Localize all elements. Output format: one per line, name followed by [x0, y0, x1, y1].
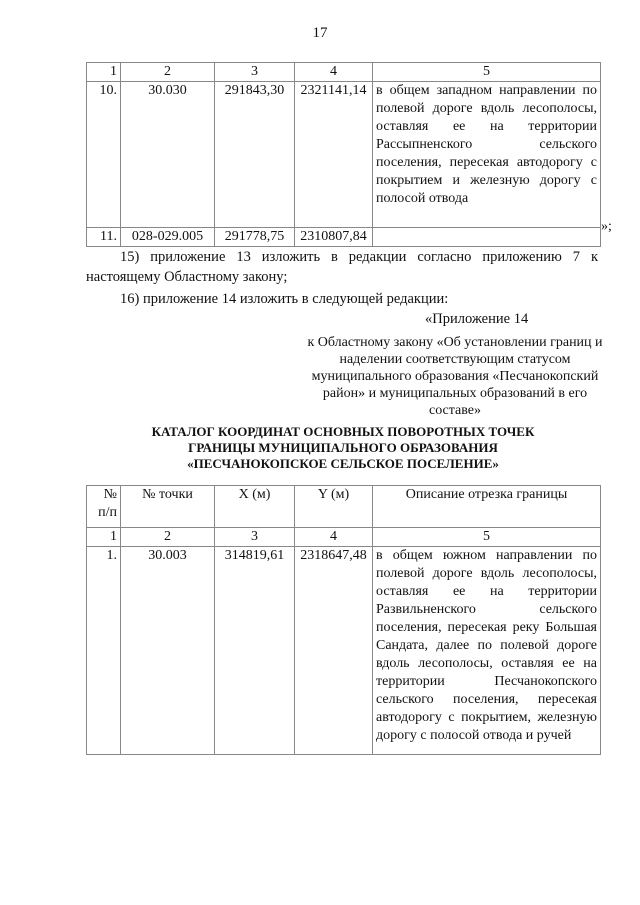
- col-number: 1: [87, 63, 121, 82]
- closing-quote: »;: [601, 219, 612, 234]
- segment-description: [373, 228, 601, 247]
- header-x: X (м): [215, 486, 295, 528]
- coordinates-table-continued: [86, 62, 601, 247]
- catalog-heading-line: «ПЕСЧАНОКОПСКОЕ СЕЛЬСКОЕ ПОСЕЛЕНИЕ»: [187, 456, 499, 471]
- row-index: 1.: [87, 547, 121, 755]
- table-header-row: [87, 486, 601, 528]
- appendix-title: «Приложение 14: [425, 311, 529, 327]
- col-number: 1: [87, 528, 121, 547]
- header-y: Y (м): [295, 486, 373, 528]
- coordinates-table: [86, 485, 601, 755]
- y-coordinate: 2310807,84: [295, 228, 373, 247]
- table-row: [87, 82, 601, 228]
- table-number-row: [87, 63, 601, 82]
- col-number: 2: [121, 528, 215, 547]
- point-id: 30.030: [121, 82, 215, 228]
- col-number: 3: [215, 63, 295, 82]
- catalog-heading-line: КАТАЛОГ КООРДИНАТ ОСНОВНЫХ ПОВОРОТНЫХ ТОЧЕК: [151, 424, 535, 439]
- col-number: 5: [373, 528, 601, 547]
- table-number-row: [87, 528, 601, 547]
- point-id: 30.003: [121, 547, 215, 755]
- segment-description: в общем западном направлении по полевой дороге вдоль лесополосы, оставляя ее на территории Рассыпненского сельского поселения, пересекая автодорогу с покрытием и железную дорогу с полосой отвода: [373, 82, 601, 228]
- x-coordinate: 291778,75: [215, 228, 295, 247]
- col-number: 3: [215, 528, 295, 547]
- col-number: 4: [295, 528, 373, 547]
- catalog-heading-line: ГРАНИЦЫ МУНИЦИПАЛЬНОГО ОБРАЗОВАНИЯ: [188, 440, 498, 455]
- segment-description: в общем южном направлении по полевой дороге вдоль лесополосы, оставляя ее на территории Развильненского сельского поселения, пересекая реку Большая Сандата, далее по полевой дороге вдоль лесополосы, оставляя ее на территории Песчанокопского сельского поселения, пересекая автодорогу с покрытием, железную дорогу с полосой отвода и ручей: [373, 547, 601, 755]
- appendix-reference: к Областному закону «Об установлении границ и наделении соответствующим статусом муниципального образования «Песчанокопский район» и муниципальных образований в его составе»: [307, 335, 603, 418]
- row-index: 10.: [87, 82, 121, 228]
- header-description: Описание отрезка границы: [373, 486, 601, 528]
- y-coordinate: 2321141,14: [295, 82, 373, 228]
- x-coordinate: 314819,61: [215, 547, 295, 755]
- col-number: 5: [373, 63, 601, 82]
- row-index: 11.: [87, 228, 121, 247]
- y-coordinate: 2318647,48: [295, 547, 373, 755]
- col-number: 2: [121, 63, 215, 82]
- catalog-heading: [86, 424, 600, 472]
- table-row: [87, 547, 601, 755]
- table-row: [87, 228, 601, 247]
- x-coordinate: 291843,30: [215, 82, 295, 228]
- paragraph-15: 15) приложение 13 изложить в редакции согласно приложению 7 к настоящему Областному закону;: [86, 249, 598, 285]
- page-number: 17: [312, 25, 328, 41]
- header-row-number: № п/п: [87, 486, 121, 528]
- point-id: 028-029.005: [121, 228, 215, 247]
- paragraph-16: 16) приложение 14 изложить в следующей редакции:: [120, 291, 449, 307]
- col-number: 4: [295, 63, 373, 82]
- header-point: № точки: [121, 486, 215, 528]
